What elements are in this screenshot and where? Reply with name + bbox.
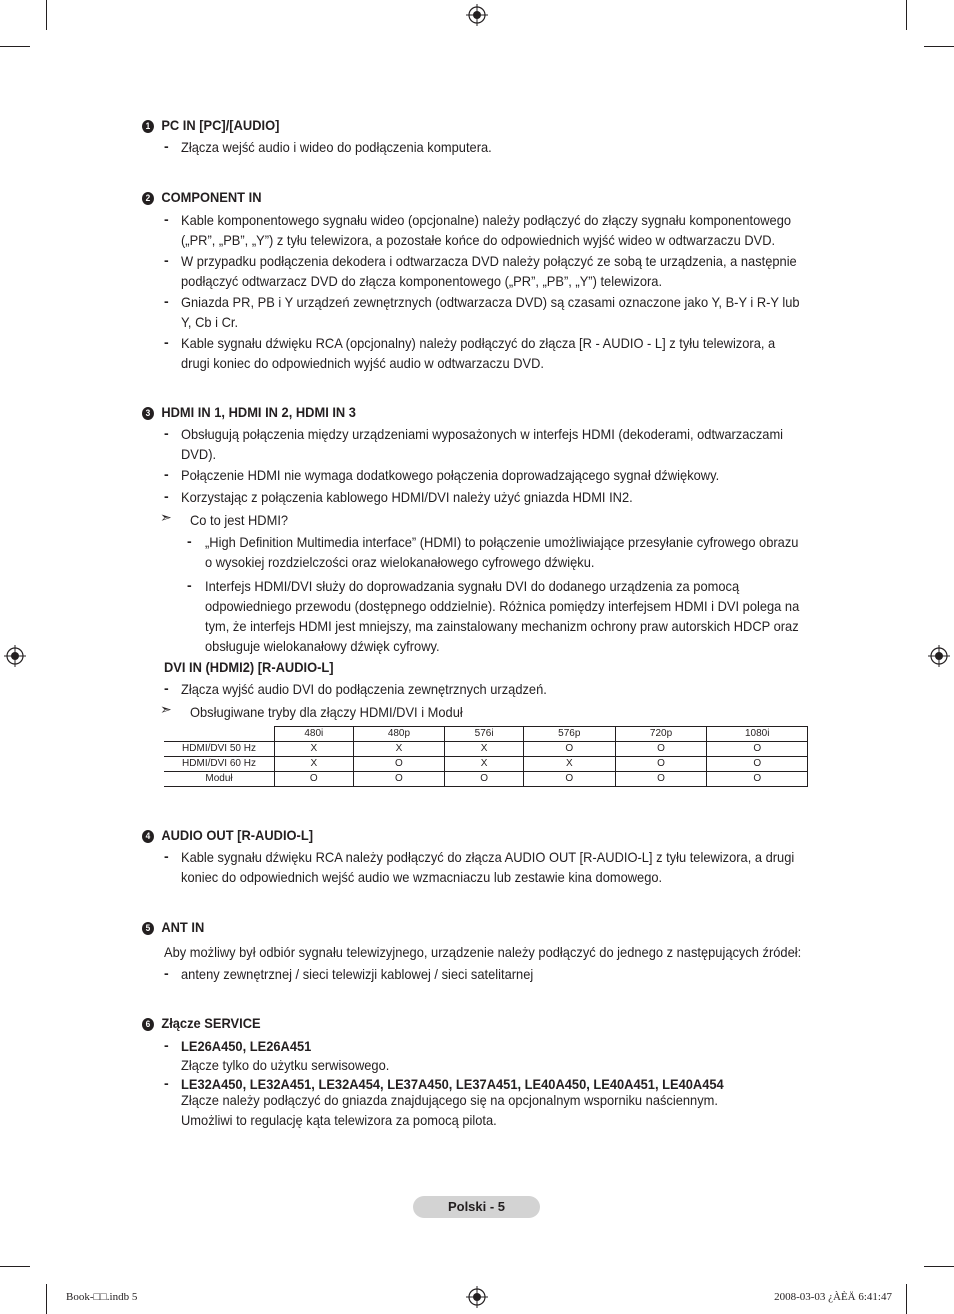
list-item: Obsługują połączenia między urządzeniami wyposażonych w interfejs HDMI (dekoderami, odtwarzaczami DVD). bbox=[181, 426, 784, 462]
note-arrow-icon: ➣ bbox=[160, 701, 172, 717]
section-number-icon: 3 bbox=[142, 407, 154, 420]
note-arrow-icon: ➣ bbox=[160, 509, 172, 525]
page-number: Polski - 5 bbox=[413, 1196, 540, 1218]
section-heading: 1 PC IN [PC]/[AUDIO] bbox=[142, 117, 279, 133]
table-row: HDMI/DVI 60 Hz X O X X O O bbox=[164, 757, 808, 772]
list-item: Gniazda PR, PB i Y urządzeń zewnętrznych (odtwarzacza DVD) są czasami oznaczone jako Y, B-Y i R-Y lub Y, Cb i Cr. bbox=[181, 294, 800, 330]
list-item: Złącza wyjść audio DVI do podłączenia zewnętrznych urządzeń. bbox=[181, 681, 547, 697]
list-item: Połączenie HDMI nie wymaga dodatkowego połączenia doprowadzającego sygnał dźwiękowy. bbox=[181, 467, 720, 483]
model-text: Złącze tylko do użytku serwisowego. bbox=[181, 1057, 390, 1073]
section-number-icon: 6 bbox=[142, 1018, 154, 1031]
section-heading: 4 AUDIO OUT [R-AUDIO-L] bbox=[142, 827, 313, 843]
modes-table bbox=[164, 726, 808, 787]
section-number-icon: 5 bbox=[142, 922, 154, 935]
print-file-info: Book-□□.indb 5 bbox=[66, 1291, 138, 1303]
section-heading: 6 Złącze SERVICE bbox=[142, 1015, 261, 1031]
note-text: Obsługiwane tryby dla złączy HDMI/DVI i Moduł bbox=[190, 704, 463, 720]
crop-mark bbox=[924, 46, 954, 47]
registration-mark-icon bbox=[466, 1286, 488, 1308]
crop-mark bbox=[906, 0, 907, 30]
registration-mark-icon bbox=[928, 645, 950, 667]
dvi-heading: DVI IN (HDMI2) [R-AUDIO-L] bbox=[164, 659, 334, 675]
crop-mark bbox=[46, 1284, 47, 1314]
crop-mark bbox=[46, 0, 47, 30]
print-timestamp: 2008-03-03 ¿ÀÈÄ 6:41:47 bbox=[774, 1291, 892, 1303]
list-item: Kable komponentowego sygnału wideo (opcjonalne) należy podłączyć do złączy sygnału komponentowego („PR”, „PB”, „Y”) z tyłu telewizora, a pozostałe końce do odpowiednich wyjść wideo w odtwarzaczu DVD. bbox=[181, 212, 792, 248]
table-row: Moduł O O O O O O bbox=[164, 772, 808, 787]
list-item: „High Definition Multimedia interface” (HDMI) to połączenie umożliwiające przesyłanie cyfrowego obrazu o wysokiej rozdzielczości oraz wielokanałowego cyfrowego dźwięku. bbox=[205, 534, 799, 570]
model-list: LE26A450, LE26A451 bbox=[181, 1038, 312, 1054]
section-heading: 2 COMPONENT IN bbox=[142, 189, 261, 205]
list-item: Interfejs HDMI/DVI służy do doprowadzania sygnału DVI do dodanego urządzenia za pomocą odpowiedniego przewodu (dostępnego oddzielnie). Różnica pomiędzy interfejsem HDMI i DVI polega na tym, że interfejs HDMI jest mniejszy, ma zainstalowany mechanizm ochrony praw autorskich HDCP oraz obsługuje wielokanałowy dźwięk cyfrowy. bbox=[205, 578, 800, 654]
table-header-row: 480i 480p 576i 576p 720p 1080i bbox=[164, 727, 808, 742]
section-heading: 5 ANT IN bbox=[142, 919, 204, 935]
note-text: Co to jest HDMI? bbox=[190, 512, 289, 528]
section-number-icon: 2 bbox=[142, 192, 154, 205]
crop-mark bbox=[924, 1266, 954, 1267]
registration-mark-icon bbox=[4, 645, 26, 667]
model-text: Złącze należy podłączyć do gniazda znajdującego się na opcjonalnym wsporniku naściennym. Umożliwi to regulację kąta telewizora za pomocą pilota. bbox=[181, 1092, 718, 1128]
list-item: W przypadku podłączenia dekodera i odtwarzacza DVD należy połączyć ze sobą te urządzenia, a następnie podłączyć odtwarzacz DVD do złącza komponentowego („PR”, „PB”, „Y”) telewizora. bbox=[181, 253, 797, 289]
list-item: Złącza wejść audio i wideo do podłączenia komputera. bbox=[181, 139, 492, 155]
section-number-icon: 4 bbox=[142, 830, 154, 843]
list-item: Korzystając z połączenia kablowego HDMI/DVI należy użyć gniazda HDMI IN2. bbox=[181, 489, 633, 505]
section-heading: 3 HDMI IN 1, HDMI IN 2, HDMI IN 3 bbox=[142, 404, 356, 420]
table-row: HDMI/DVI 50 Hz X X X O O O bbox=[164, 742, 808, 757]
crop-mark bbox=[0, 46, 30, 47]
crop-mark bbox=[0, 1266, 30, 1267]
registration-mark-icon bbox=[466, 4, 488, 26]
list-item: Kable sygnału dźwięku RCA (opcjonalny) należy podłączyć do złącza [R - AUDIO - L] z tyłu telewizora, a drugi koniec do odpowiednich wyjść audio w odtwarzaczu DVD. bbox=[181, 335, 776, 371]
model-list: LE32A450, LE32A451, LE32A454, LE37A450, LE37A451, LE40A450, LE40A451, LE40A454 bbox=[181, 1076, 724, 1092]
crop-mark bbox=[906, 1284, 907, 1314]
list-item: Kable sygnału dźwięku RCA należy podłączyć do złącza AUDIO OUT [R-AUDIO-L] z tyłu telewizora, a drugi koniec do odpowiednich wejść audio we wzmacniaczu lub zestawie kina domowego. bbox=[181, 849, 795, 885]
section-number-icon: 1 bbox=[142, 120, 154, 133]
intro-text: Aby możliwy był odbiór sygnału telewizyjnego, urządzenie należy podłączyć do jednego z następujących źródeł: bbox=[164, 944, 802, 960]
list-item: anteny zewnętrznej / sieci telewizji kablowej / sieci satelitarnej bbox=[181, 966, 534, 982]
